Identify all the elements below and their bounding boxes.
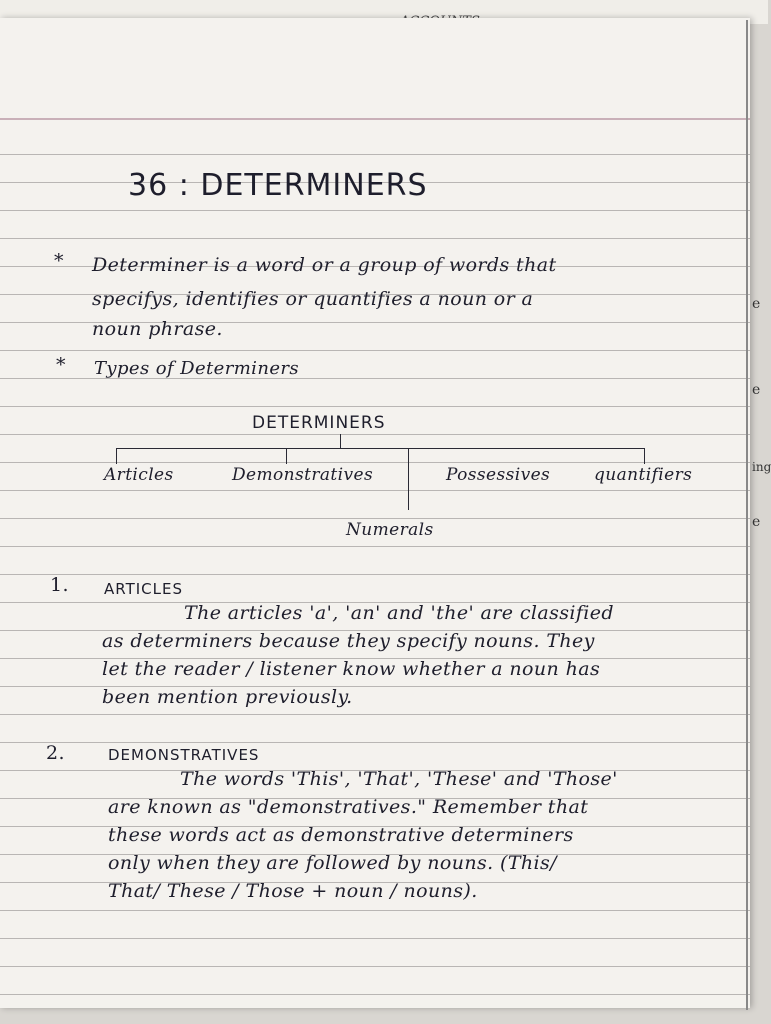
diagram-branch-demonstratives: Demonstratives [232, 465, 374, 485]
ruled-line [0, 490, 750, 491]
ruled-line [0, 238, 750, 239]
side-glyph-2: e [752, 382, 761, 398]
page-right-edge [746, 20, 748, 1010]
ruled-line [0, 938, 750, 939]
diagram-drop-3 [408, 448, 409, 510]
section1-line-2: as determiners because they specify nouns. They [102, 630, 595, 652]
ruled-line [0, 518, 750, 519]
side-glyph-1: e [752, 296, 761, 312]
side-glyph-4: e [752, 514, 761, 530]
ruled-line [0, 742, 750, 743]
diagram-root: DETERMINERS [252, 413, 386, 433]
section1-line-1: The articles 'a', 'an' and 'the' are classified [184, 602, 614, 624]
definition-line-1: Determiner is a word or a group of words that [92, 254, 557, 276]
ruled-line [0, 574, 750, 575]
types-bullet: * [56, 354, 66, 376]
notebook-page [0, 18, 750, 1008]
diagram-root-stem [340, 434, 341, 448]
section2-line-3: these words act as demonstrative determiners [108, 824, 574, 846]
diagram-branch-quantifiers: quantifiers [594, 465, 693, 485]
ruled-line [0, 546, 750, 547]
section2-number: 2. [46, 742, 65, 764]
ruled-line [0, 406, 750, 407]
diagram-drop-4 [644, 448, 645, 464]
definition-bullet: * [54, 250, 64, 272]
ruled-line [0, 994, 750, 995]
section2-line-2: are known as "demonstratives." Remember that [108, 796, 589, 818]
ruled-line [0, 910, 750, 911]
diagram-drop-1 [116, 448, 117, 464]
diagram-drop-2 [286, 448, 287, 464]
definition-line-3: noun phrase. [92, 318, 223, 340]
ruled-line [0, 154, 750, 155]
diagram-sub-numerals: Numerals [346, 520, 434, 540]
page-top-margin-line [0, 118, 750, 120]
ruled-line [0, 714, 750, 715]
ruled-line [0, 462, 750, 463]
section2-line-4: only when they are followed by nouns. (This/ [108, 852, 557, 874]
ruled-line [0, 210, 750, 211]
side-glyph-3: ing [752, 460, 771, 474]
ruled-line [0, 966, 750, 967]
section1-line-3: let the reader / listener know whether a noun has [102, 658, 601, 680]
page-title: 36 : DETERMINERS [128, 168, 428, 203]
definition-line-2: specifys, identifies or quantifies a noun or a [92, 288, 534, 310]
diagram-branch-articles: Articles [104, 465, 174, 485]
diagram-branch-possessives: Possessives [446, 465, 551, 485]
section1-line-4: been mention previously. [102, 686, 353, 708]
ruled-line [0, 350, 750, 351]
section1-number: 1. [50, 574, 69, 596]
section2-line-5: That/ These / Those + noun / nouns). [108, 880, 478, 902]
section2-line-1: The words 'This', 'That', 'These' and 'Those' [180, 768, 618, 790]
types-label: Types of Determiners [94, 358, 300, 379]
section1-heading: ARTICLES [104, 580, 184, 598]
diagram-horizontal-bar [116, 448, 644, 449]
ruled-line [0, 434, 750, 435]
section2-heading: DEMONSTRATIVES [108, 746, 260, 764]
